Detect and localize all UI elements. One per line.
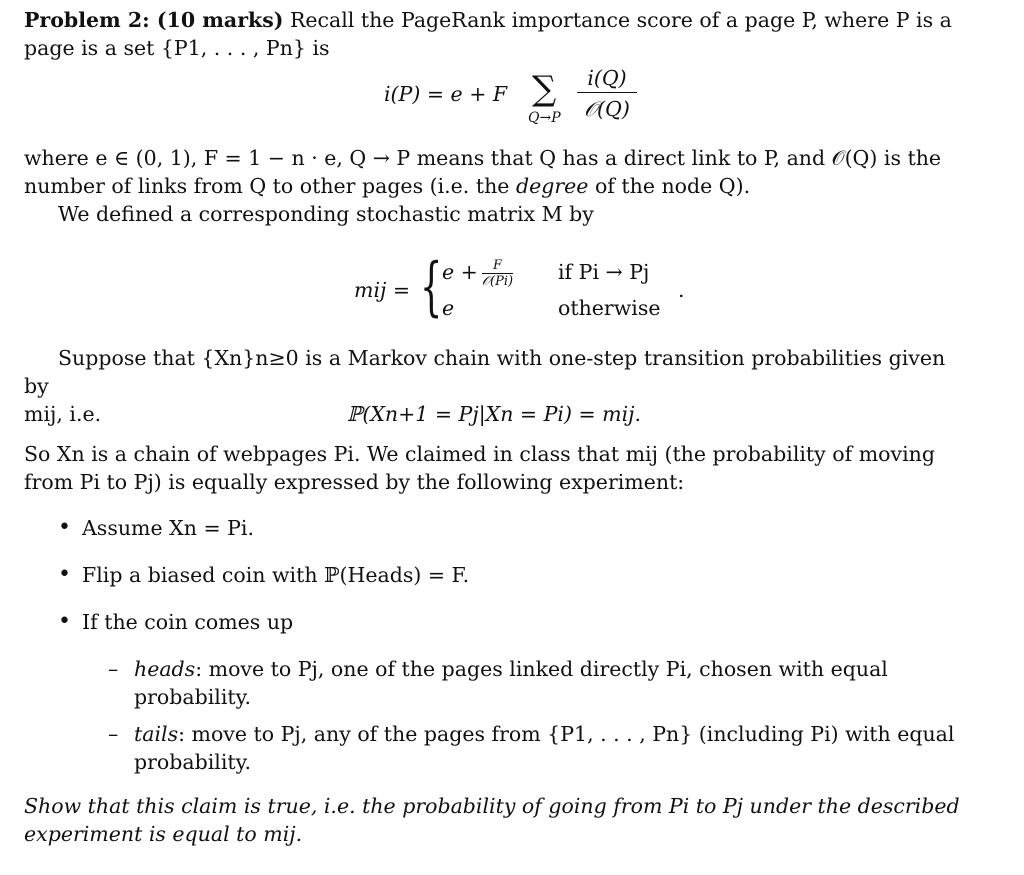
list-item: • Flip a biased coin with ℙ(Heads) = F. [24, 561, 964, 589]
degree-term: degree [515, 174, 589, 198]
tails-text: : move to Pj, any of the pages from {P1, . . . , Pn} (including Pi) with equal probability. [134, 722, 955, 774]
paragraph-claim [24, 440, 964, 496]
equation2-period: . [678, 278, 685, 302]
para1-line2-start: number of links from Q to other pages (i.e. the [24, 174, 510, 198]
intro-line-2: page is a set {P1, . . . , Pn} is [24, 36, 330, 60]
closing-line-2: experiment is equal to mij. [24, 822, 303, 846]
equation1-lhs: i(P) = e + F [384, 82, 508, 106]
problem-intro [24, 6, 964, 62]
case1-frac-numerator: F [492, 258, 502, 273]
cases-brace: { [420, 250, 443, 324]
intro-text-1: Recall the PageRank importance score of a page P, where P is a [289, 8, 952, 32]
case1-fraction [482, 259, 513, 288]
case2-term: e [442, 296, 455, 320]
heads-text: : move to Pj, one of the pages linked directly Pi, chosen with equal probability. [134, 657, 888, 709]
summation-symbol: ∑ [532, 69, 557, 109]
intro-line-1 [24, 6, 964, 34]
case1-frac-denominator: 𝒪(Pi) [481, 274, 514, 289]
equation1-numerator: i(Q) [587, 66, 627, 90]
para2-line-1: Suppose that {Xn}n≥0 is a Markov chain with one-step transition probabilities given by [24, 346, 946, 398]
heads-label: heads [134, 657, 196, 681]
sub-bullet-list [24, 655, 964, 776]
matrix-lhs: mij = [354, 278, 411, 302]
para3-line-1: So Xn is a chain of webpages Pi. We claimed in class that mij (the probability of moving [24, 442, 935, 466]
para1-line-3: We defined a corresponding stochastic matrix M by [58, 202, 594, 226]
fraction-bar [577, 92, 637, 93]
list-item [24, 655, 964, 711]
list-item [24, 720, 964, 776]
closing-instruction [24, 792, 964, 848]
equation1-fraction [577, 64, 637, 123]
case1-condition: if Pi → Pj [558, 260, 650, 284]
case2-condition: otherwise [558, 296, 661, 320]
para2-line-2: mij, i.e. [24, 402, 102, 426]
closing-line-1: Show that this claim is true, i.e. the probability of going from Pi to Pj under the described [24, 794, 960, 818]
list-item: • If the coin comes up [24, 608, 964, 636]
problem-heading: Problem 2: (10 marks) [24, 8, 284, 32]
case1-term-text: e + [442, 260, 478, 284]
para1-line2-end: of the node Q). [594, 174, 751, 198]
experiment-steps [24, 514, 964, 776]
para1-line-1: where e ∈ (0, 1), F = 1 − n · e, Q → P means that Q has a direct link to P, and 𝒪(Q) is the [24, 146, 942, 170]
para1-line-2 [24, 172, 964, 200]
transition-equation: ℙ(Xn+1 = Pj|Xn = Pi) = mij. [346, 402, 642, 426]
bullet-list [24, 514, 964, 636]
summation-index: Q→P [528, 110, 561, 126]
case1-term [442, 258, 513, 288]
matrix-equation [354, 250, 714, 326]
list-item: • Assume Xn = Pi. [24, 514, 964, 542]
pagerank-equation [384, 62, 664, 132]
paragraph-definitions [24, 144, 964, 228]
tails-label: tails [134, 722, 179, 746]
para3-line-2: from Pi to Pj) is equally expressed by the following experiment: [24, 470, 685, 494]
equation1-denominator: 𝒪(Q) [584, 97, 630, 121]
